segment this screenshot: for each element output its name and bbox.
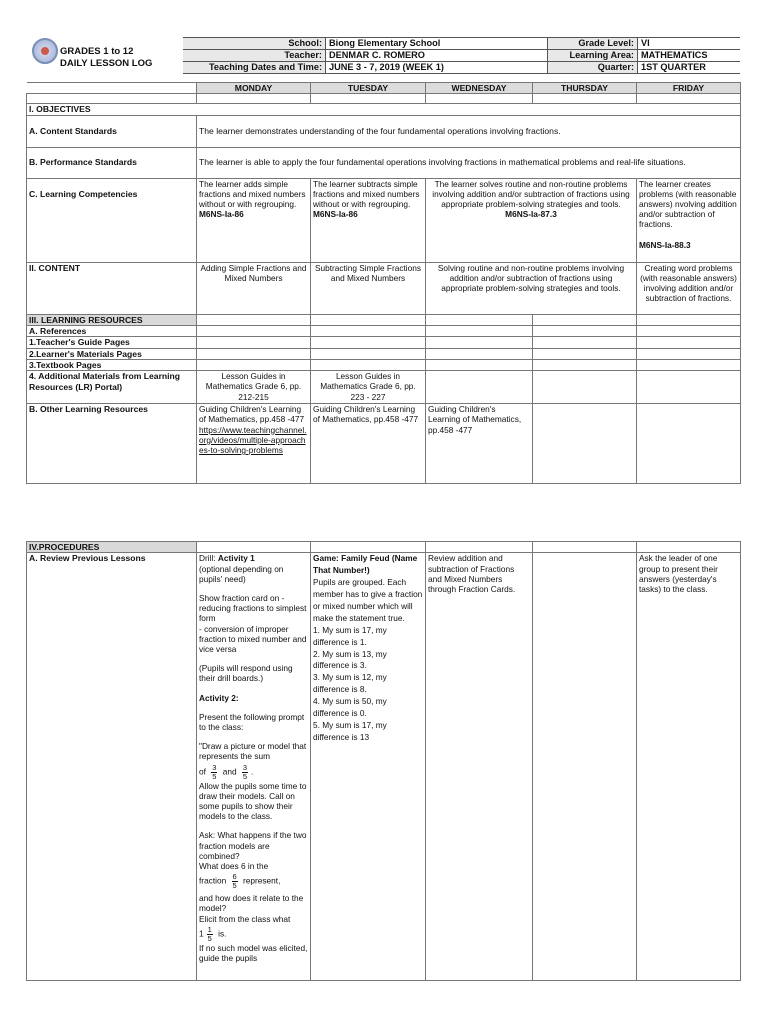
respond-text: (Pupils will respond using their drill boards.) [199, 663, 293, 684]
quarter-label: Quarter: [548, 62, 638, 74]
day-friday: FRIDAY [637, 83, 741, 94]
competency-code: M6NS-Ia-86 [313, 209, 358, 220]
list-item: 4. My sum is 50, my difference is 0. [313, 696, 387, 719]
competency-wednesday [426, 178, 637, 262]
fraction-word: fraction [199, 875, 227, 886]
content-wednesday: Solving routine and non-routine problems involving addition and/or subtraction of fractions using appropriate problem-solving strategies and tools. [426, 262, 637, 314]
denominator: 5 [207, 933, 212, 943]
teachers-guide-label: 1.Teacher's Guide Pages [27, 337, 197, 348]
competencies-row [27, 178, 741, 262]
day-wednesday: WEDNESDAY [426, 83, 533, 94]
represent-word: represent, [243, 875, 281, 886]
references-row [27, 325, 741, 336]
other-resources-row [27, 404, 741, 484]
competency-text: The learner adds simple fractions and mixed numbers without or with regrouping. [199, 178, 306, 210]
grade-level-value: VI [638, 38, 741, 50]
learning-area-value: MATHEMATICS [638, 50, 741, 62]
review-wednesday: Review addition and subtraction of Fractions and Mixed Numbers through Fraction Cards. [426, 553, 533, 981]
review-thursday [533, 553, 637, 981]
competency-code: M6NS-Ia-87.3 [505, 209, 557, 220]
other-monday-text: Guiding Children's Learning of Mathematics, pp.458 -477 [199, 404, 305, 425]
days-row [27, 83, 741, 94]
header-row [183, 62, 740, 74]
of-word: of [199, 766, 206, 777]
review-friday: Ask the leader of one group to present their answers (yesterday's tasks) to the class. [637, 553, 741, 981]
review-row [27, 553, 741, 981]
content-tuesday: Subtracting Simple Fractions and Mixed Numbers [311, 262, 426, 314]
review-label: A. Review Previous Lessons [27, 553, 197, 981]
grade-level-label: Grade Level: [548, 38, 638, 50]
fraction-6-5 [232, 873, 238, 890]
teacher-label: Teacher: [183, 50, 326, 62]
elicit-text: Elicit from the class what [199, 913, 291, 924]
section-procedures: IV.PROCEDURES [27, 542, 197, 553]
section-row [27, 542, 741, 553]
dates-value: JUNE 3 - 7, 2019 (WEEK 1) [326, 62, 548, 74]
competency-code: M6NS-Ia-88.3 [639, 239, 691, 250]
denominator: 5 [232, 881, 237, 891]
learners-materials-row [27, 348, 741, 359]
competency-text: The learner creates problems (with reasonable answers) nvolving addition and/or subtraction of fractions. [639, 178, 737, 230]
fraction-1-5 [207, 926, 213, 943]
relate-text: and how does it relate to the model? [199, 893, 304, 914]
competency-text: The learner subtracts simple fractions and mixed numbers without or with regrouping. [313, 178, 420, 210]
other-wednesday: Guiding Children's Learning of Mathematics, pp.458 -477 [426, 404, 533, 484]
game-title: Game: Family Feud (Name That Number!) [313, 553, 418, 576]
deped-seal-logo [32, 38, 58, 64]
teacher-value: DENMAR C. ROMERO [326, 50, 548, 62]
list-item: 3. My sum is 12, my difference is 8. [313, 672, 387, 695]
and-word: and [222, 766, 237, 777]
activity1-note: (optional depending on pupils' need) [199, 563, 284, 584]
learning-area-label: Learning Area: [548, 50, 638, 62]
section-row [27, 314, 741, 325]
other-tuesday: Guiding Children's Learning of Mathematics, pp.458 -477 [311, 404, 426, 484]
additional-materials-row [27, 371, 741, 404]
other-monday [197, 404, 311, 484]
section-learning-resources: III. LEARNING RESOURCES [27, 314, 197, 325]
denominator: 5 [242, 771, 248, 781]
school-value: Biong Elementary School [326, 38, 548, 50]
document-title [60, 46, 152, 70]
additional-tuesday: Lesson Guides in Mathematics Grade 6, pp. 223 - 227 [311, 371, 426, 404]
header-info-table [183, 37, 740, 74]
competency-code: M6NS-Ia-86 [199, 209, 244, 220]
performance-standards-text: The learner is able to apply the four fundamental operations involving fractions in mathematical problems and real-life situations. [197, 147, 741, 178]
performance-standards-row [27, 147, 741, 178]
references-label: A. References [27, 325, 197, 336]
additional-materials-label: 4. Additional Materials from Learning Resources (LR) Portal) [27, 371, 197, 404]
conversion-text: - conversion of improper fraction to mixed number and vice versa [199, 623, 307, 654]
what-six-text: What does 6 in the [199, 860, 269, 871]
performance-standards-label: B. Performance Standards [27, 147, 197, 178]
content-standards-label: A. Content Standards [27, 115, 197, 147]
numerator: 3 [242, 762, 248, 772]
drill-label: Drill: [199, 553, 216, 564]
competencies-label: C. Learning Competencies [27, 178, 197, 262]
blank-row [27, 94, 741, 104]
review-tuesday [311, 553, 426, 981]
competency-friday [637, 178, 741, 262]
additional-monday: Lesson Guides in Mathematics Grade 6, pp. 212-215 [197, 371, 311, 404]
activity1-label: Activity 1 [217, 553, 255, 564]
content-monday: Adding Simple Fractions and Mixed Numbers [197, 262, 311, 314]
mixed-whole: 1 [199, 928, 204, 939]
school-label: School: [183, 38, 326, 50]
textbook-label: 3.Textbook Pages [27, 359, 197, 370]
day-thursday: THURSDAY [533, 83, 637, 94]
present-text: Present the following prompt to the class: [199, 711, 305, 732]
content-row [27, 262, 741, 314]
fraction-3-5 [242, 764, 248, 781]
grouped-text: Pupils are grouped. Each member has to give a fraction or mixed number which will make the statement true. [313, 577, 423, 623]
other-resources-label: B. Other Learning Resources [27, 404, 197, 484]
numerator: 1 [207, 924, 212, 934]
competency-tuesday [311, 178, 426, 262]
denominator: 5 [212, 771, 217, 781]
draw-text: "Draw a picture or model that represents the sum [199, 741, 307, 762]
resource-link[interactable]: https://www.teachingchannel.org/videos/multiple-approaches-to-solving-problems [199, 424, 307, 455]
content-friday: Creating word problems (with reasonable answers) involving addition and/or subtraction of fractions. [637, 262, 741, 314]
show-fraction-text: Show fraction card on - reducing fractions to simplest form [199, 592, 307, 624]
content-label: II. CONTENT [27, 262, 197, 314]
empty-cell [27, 83, 197, 94]
competency-text: The learner solves routine and non-routine problems involving addition and/or subtraction of fractions using appropriate problem-solving strategies and tools. [432, 178, 630, 210]
activity2-label: Activity 2: [199, 692, 239, 703]
section-objectives: I. OBJECTIVES [27, 104, 741, 115]
header-row [183, 38, 740, 50]
quarter-value: 1ST QUARTER [638, 62, 741, 74]
content-standards-row [27, 115, 741, 147]
competency-monday [197, 178, 311, 262]
fraction-3-5 [211, 764, 217, 781]
procedures-table [26, 541, 741, 981]
day-tuesday: TUESDAY [311, 83, 426, 94]
ask-text: Ask: What happens if the two fraction models are combined? [199, 830, 307, 861]
list-item: 2. My sum is 13, my difference is 3. [313, 648, 387, 671]
list-item: 5. My sum is 17, my difference is 13 [313, 720, 387, 742]
header-row [183, 50, 740, 62]
section-row [27, 104, 741, 115]
title-line-1: GRADES 1 to 12 [60, 46, 134, 57]
allow-text: Allow the pupils some time to draw their models. Call on some pupils to show their models to the class. [199, 780, 307, 822]
numerator: 3 [212, 762, 217, 772]
is-word: is. [218, 928, 227, 939]
content-standards-text: The learner demonstrates understanding of the four fundamental operations involving fractions. [197, 115, 741, 147]
textbook-row [27, 359, 741, 370]
teachers-guide-row [27, 337, 741, 348]
dates-label: Teaching Dates and Time: [183, 62, 326, 74]
list-item: 1. My sum is 17, my difference is 1. [313, 624, 387, 647]
title-line-2: DAILY LESSON LOG [60, 58, 153, 69]
lesson-log-table [26, 82, 741, 484]
review-monday: Drill: Activity 1 (optional depending on pupils' need) Show fraction card on - reducing fractions to simplest form - conversion of improper fraction to mixed number and vice versa (Pupils will respond using their drill boards.) Activity 2: Present the following prompt to the class: "Draw a picture or model that represents the sum of $\frac{3}{5}$ and $\frac{3}{5}$ . Allow the pupils some time to draw their models. Call on some pupils to show their models to the class. Ask: What happens if the two fraction models are combined? What does 6 in the fraction $\frac{6}{5}$ represent, and how does it relate to the model? Elicit from the class what 1 $\frac{1}{5}$ is. If no such model was elicited, guide the pupils [197, 553, 311, 981]
learners-materials-label: 2.Learner's Materials Pages [27, 348, 197, 359]
day-monday: MONDAY [197, 83, 311, 94]
guide-text: If no such model was elicited, guide the pupils [199, 942, 308, 963]
numerator: 6 [232, 872, 237, 882]
